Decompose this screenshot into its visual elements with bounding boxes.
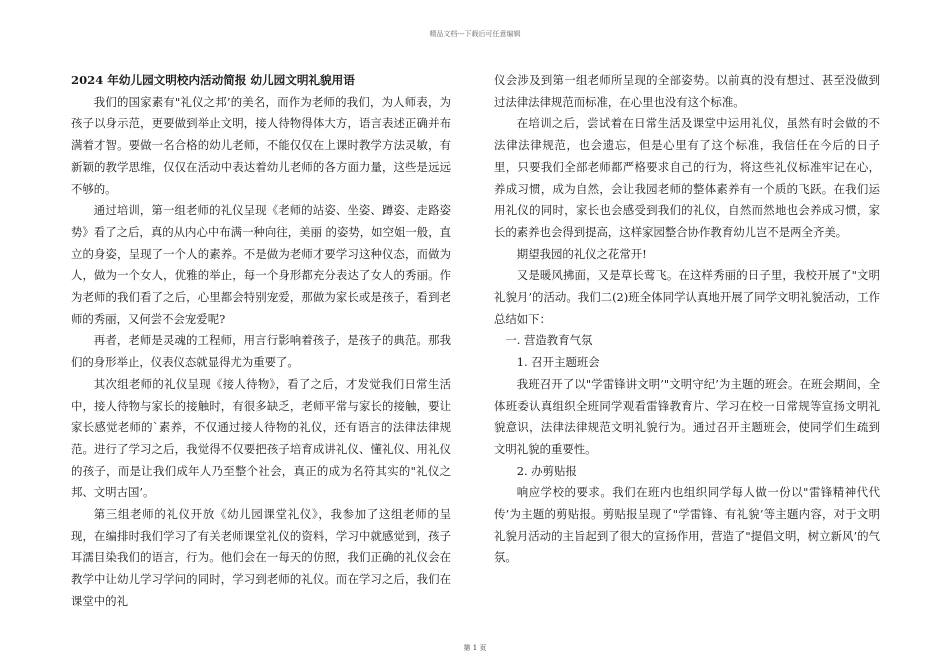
page-number: 第 1 页	[463, 644, 487, 652]
paragraph: 其次组老师的礼仪呈现《接人待物》，看了之后，才发觉我们日常生活中，接人待物与家长的接触时，有很多缺乏，老师平常与家长的接触，要让家长感觉老师的`素养，不仅通过接人待物的礼仪，还有语言的法律法律规范。进行了学习之后，我觉得不仅要把孩子培育成讲礼仪、懂礼仪、用礼仪的孩子，而是让我们成年人乃至整个社会，真正的成为名符其实的"礼仪之邦、文明古国’。	[71, 376, 451, 500]
paragraph: 通过培训，第一组老师的礼仪呈现《老师的站姿、坐姿、蹲姿、走路姿势》看了之后，真的从内心中布满一种向往，美丽 的姿势，如空姐一般，直立的身姿，呈现了一个人的素养。不是做为老师才要学习这种仪态，而做为人，做为一个女人，优雅的举止，每一个身形都充分表达了女人的秀丽。作为老师的我们看了之后，心里都会特别宠爱，那做为家长或是孩子，看到老师的秀丽，又何尝不会宠爱呢?	[71, 203, 451, 326]
subsection-heading: 2. 办剪贴报	[516, 463, 577, 478]
page-header: 精品文档---下载后可任意编辑	[429, 30, 521, 38]
paragraph: 期望我园的礼仪之花常开!	[516, 246, 647, 261]
paragraph: 再者，老师是灵魂的工程师，用言行影响着孩子，是孩子的典范。那我们的身形举止，仪表仪态就显得尤为重要了。	[71, 333, 451, 370]
subsection-heading: 1. 召开主题班会	[516, 355, 600, 370]
paragraph: 又是暖风拂面，又是草长莺飞。在这样秀丽的日子里，我校开展了"文明礼貌月’的活动。我们二(2)班全体同学认真地开展了同学文明礼貌活动，工作总结如下：	[494, 268, 880, 326]
left-column	[71, 70, 451, 613]
paragraph: 第三组老师的礼仪开放《幼儿园课堂礼仪》，我参加了这组老师的呈现，在编排时我们学习了有关老师课堂礼仪的资料，学习中就感觉到，孩子耳濡目染我们的语言，行为。他们会在一每天的仿照，我们正确的礼仪会在教学中让幼儿学习学问的同时，学习到老师的礼仪。而在学习之后，我们在课堂中的礼	[71, 507, 451, 608]
paragraph: 我班召开了以"学雷锋讲文明’"文明守纪’为主题的班会。在班会期间，全体班委认真组织全班同学观看雷锋教育片、学习在校一日常规等宣扬文明礼貌意识，法律法律规范文明礼貌行为。通过召开主题班会，使同学们生疏到文明礼貌的重要性。	[494, 376, 880, 456]
paragraph: 响应学校的要求。我们在班内也组织同学每人做一份以"雷锋精神代代传’为主题的剪贴报。剪贴报呈现了"学雷锋、有礼貌’等主题内容，对于文明礼貌月活动的主旨起到了很大的宣扬作用，营造了"提倡文明，树立新风’的气氛。	[494, 485, 880, 565]
section-heading: 一. 营造教育气氛	[505, 333, 593, 348]
document-title: 2024 年幼儿园文明校内活动简报 幼儿园文明礼貌用语	[71, 73, 355, 87]
paragraph-continued: 仪会涉及到第一组老师所呈现的全部姿势。以前真的没有想过、甚至没做到过法律法律规范而标准，在心里也没有这个标准。	[494, 73, 880, 109]
paragraph: 我们的国家素有"礼仪之邦’的美名，而作为老师的我们，为人师表，为孩子以身示范，更要做到举止文明，接人待物得体大方，语言表述正确并布满着才智。要做一名合格的幼儿老师，不能仅仅在上课时教学方法灵敏，有新颖的教学思维，仅仅在活动中表达着幼儿老师的各方面力量，这些是远远不够的。	[71, 94, 451, 196]
paragraph: 在培训之后，尝试着在日常生活及课堂中运用礼仪，虽然有时会做的不法律法律规范，也会遗忘，但是心里有了这个标准，我信任在今后的日子里，只要我们全部老师都严格要求自己的行为，将这些礼仪标准牢记在心，养成习惯，成为自然，会让我园老师的整体素养有一个质的飞跃。在我们运用礼仪的同时，家长也会感受到我们的礼仪，自然而然地也会养成习惯，家长的素养也会得到提高，这样家园整合协作教育幼儿岂不是两全齐美。	[494, 116, 880, 239]
right-column	[494, 70, 880, 569]
